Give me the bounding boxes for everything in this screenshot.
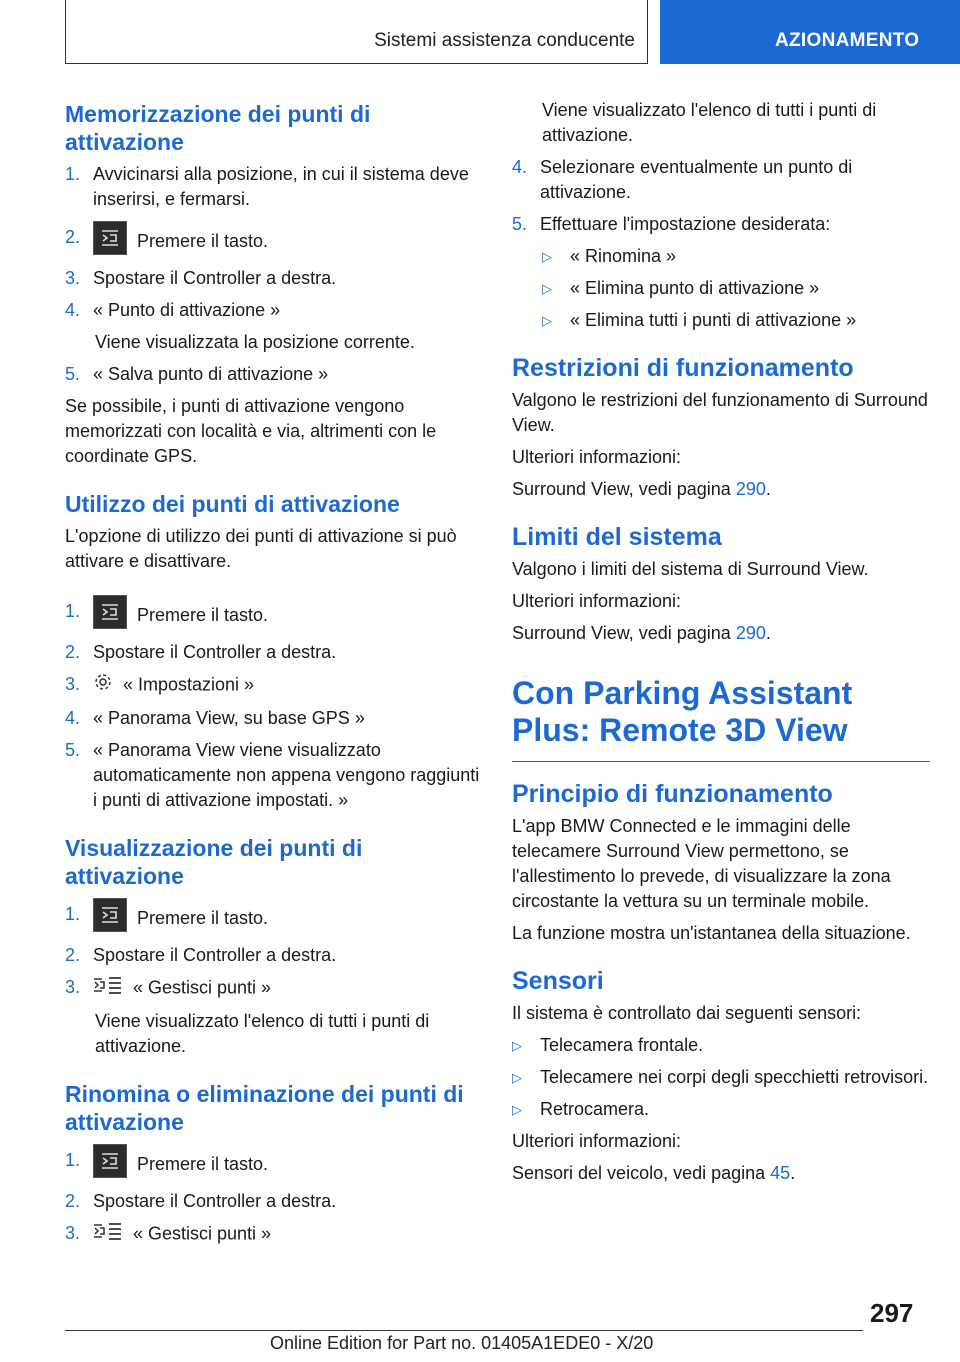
- step: 2. Premere il tasto.: [65, 225, 483, 259]
- gear-icon: [93, 672, 113, 699]
- step: 5. « Panorama View viene visualizzato automaticamente non appena vengono raggiunti i punti di attivazione impostati. »: [65, 740, 480, 810]
- paragraph: Il sistema è controllato dai seguenti sensori:: [512, 1003, 862, 1023]
- paragraph: Surround View, vedi pagina 290.: [512, 479, 771, 499]
- section-title-use-points: Utilizzo dei punti di attivazione: [65, 491, 400, 517]
- paragraph: Surround View, vedi pagina 290.: [512, 623, 771, 643]
- step: 3. « Gestisci punti »: [65, 1221, 483, 1248]
- step: 3. « Gestisci punti »: [65, 975, 483, 1002]
- list-camera-icon: [93, 1221, 123, 1248]
- step: 2. Spostare il Controller a destra.: [65, 945, 337, 965]
- triangle-bullet-icon: ▷: [542, 313, 552, 328]
- page-number: 297: [870, 1298, 914, 1328]
- sensor-item: ▷ Retrocamera.: [512, 1097, 930, 1122]
- paragraph: Sensori del veicolo, vedi pagina 45.: [512, 1163, 796, 1183]
- paragraph: Valgono i limiti del sistema di Surround View.: [512, 559, 869, 579]
- option-item: ▷ « Elimina punto di attivazione »: [512, 276, 930, 301]
- step: 3. « Impostazioni »: [65, 672, 483, 699]
- step: 4. Selezionare eventualmente un punto di attivazione.: [512, 157, 853, 202]
- paragraph: Se possibile, i punti di attivazione vengono memorizzati con località e via, altrimenti con le coordinate GPS.: [65, 396, 437, 466]
- header-chapter-tab: [660, 0, 960, 64]
- paragraph: L'opzione di utilizzo dei punti di attivazione si può attivare e disattivare.: [65, 526, 457, 571]
- section-title-sensors: Sensori: [512, 967, 604, 995]
- triangle-bullet-icon: ▷: [512, 1070, 522, 1085]
- triangle-bullet-icon: ▷: [512, 1102, 522, 1117]
- step: 4. « Panorama View, su base GPS »: [65, 708, 365, 728]
- paragraph: Ulteriori informazioni:: [512, 447, 682, 467]
- step: 1. Premere il tasto.: [65, 1148, 483, 1182]
- paragraph: La funzione mostra un'istantanea della situazione.: [512, 923, 911, 943]
- section-title-store-points: Memorizzazione dei punti di attivazione: [65, 101, 371, 155]
- option-item: ▷ « Elimina tutti i punti di attivazione »: [512, 308, 930, 333]
- parking-camera-button-icon: [93, 898, 127, 932]
- paragraph: L'app BMW Connected e le immagini delle telecamere Surround View permettono, se l'allestimento lo prevede, di visualizzare la zona circostante la vettura su un terminale mobile.: [512, 816, 891, 911]
- footer-divider: [65, 1330, 863, 1331]
- step: 5. « Salva punto di attivazione »: [65, 364, 329, 384]
- step: 1. Premere il tasto.: [65, 599, 483, 633]
- header-section-title: Sistemi assistenza conducente: [374, 30, 635, 51]
- right-column: [512, 98, 930, 1193]
- step-note: Viene visualizzato l'elenco di tutti i punti di attivazione.: [542, 100, 877, 145]
- sensor-item: ▷ Telecamere nei corpi degli specchietti retrovisori.: [512, 1065, 930, 1090]
- footer-edition: Online Edition for Part no. 01405A1EDE0 - X/20: [270, 1333, 654, 1353]
- step: 2. Spostare il Controller a destra.: [65, 1191, 337, 1211]
- section-title-principle: Principio di funzionamento: [512, 780, 833, 808]
- step: 4. « Punto di attivazione »: [65, 300, 281, 320]
- sensor-item: ▷ Telecamera frontale.: [512, 1033, 930, 1058]
- option-item: ▷ « Rinomina »: [512, 244, 930, 269]
- section-title-limits: Limiti del sistema: [512, 523, 722, 551]
- step: 5. Effettuare l'impostazione desiderata:: [512, 214, 831, 234]
- list-camera-icon: [93, 975, 123, 1002]
- triangle-bullet-icon: ▷: [542, 281, 552, 296]
- page-link[interactable]: 290: [735, 479, 766, 499]
- header-chapter-title: AZIONAMENTO: [775, 30, 920, 51]
- triangle-bullet-icon: ▷: [542, 249, 552, 264]
- header-section-box: [65, 0, 648, 64]
- section-title-rename-delete: Rinomina o eliminazione dei punti di attivazione: [65, 1081, 464, 1135]
- paragraph: Ulteriori informazioni:: [512, 1131, 682, 1151]
- page-link[interactable]: 45: [770, 1163, 791, 1183]
- step: 3. Spostare il Controller a destra.: [65, 268, 337, 288]
- step-note: Viene visualizzata la posizione corrente.: [95, 332, 415, 352]
- left-column: [65, 100, 483, 1255]
- parking-camera-button-icon: [93, 595, 127, 629]
- paragraph: Ulteriori informazioni:: [512, 591, 682, 611]
- section-title-view-points: Visualizzazione dei punti di attivazione: [65, 835, 363, 889]
- step: 2. Spostare il Controller a destra.: [65, 642, 337, 662]
- parking-camera-button-icon: [93, 221, 127, 255]
- section-title-restrictions: Restrizioni di funzionamento: [512, 354, 854, 382]
- step: 1. Premere il tasto.: [65, 902, 483, 936]
- step: 1. Avvicinarsi alla posizione, in cui il sistema deve inserirsi, e fermarsi.: [65, 164, 469, 209]
- main-chapter-title: Con Parking Assistant Plus: Remote 3D View: [512, 675, 930, 762]
- step-note: Viene visualizzato l'elenco di tutti i punti di attivazione.: [95, 1011, 430, 1056]
- paragraph: Valgono le restrizioni del funzionamento di Surround View.: [512, 390, 928, 435]
- triangle-bullet-icon: ▷: [512, 1038, 522, 1053]
- page-link[interactable]: 290: [735, 623, 766, 643]
- parking-camera-button-icon: [93, 1144, 127, 1178]
